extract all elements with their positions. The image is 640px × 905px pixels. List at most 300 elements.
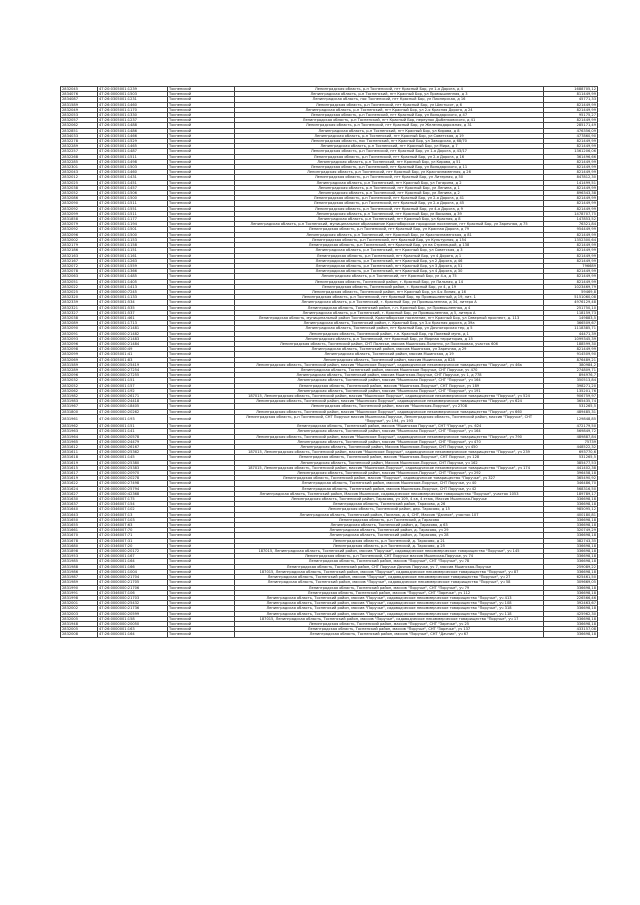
district-cell: Тосненский bbox=[168, 512, 235, 517]
cadastral-number-cell: 47:26:0305001:1460 bbox=[98, 170, 168, 175]
address-cell: Ленинградская область, Тосненский район, пгт Красный Бор, ул Дачногорская тер, д 5 bbox=[235, 326, 544, 331]
value-cell: 489887,84 bbox=[544, 434, 598, 439]
cadastral-number-cell: 47:26:0305001:1158 bbox=[98, 243, 168, 248]
district-cell: Тосненский bbox=[168, 185, 235, 190]
value-cell: 346486,70 bbox=[544, 481, 598, 486]
value-cell: 821449,99 bbox=[544, 118, 598, 123]
cadastral-number-cell: 47:26:0000000:49 bbox=[98, 347, 168, 352]
district-cell: Тосненский bbox=[168, 154, 235, 159]
cadastral-number-cell: 47:26:0000001:167 bbox=[98, 554, 168, 559]
address-cell: Ленинградская область, р-н Тосненский, пгт Красный Бор, ул Гагарина, д 2 bbox=[235, 180, 544, 185]
value-cell: 821449,99 bbox=[544, 232, 598, 237]
address-cell: Ленинградская область, Тосненский район, массив "Поручье", СНТ "Заречье", уч 112 bbox=[235, 590, 544, 595]
cadastral-number-cell: 47:26:0305001:1465 bbox=[98, 144, 168, 149]
value-cell: 821449,99 bbox=[544, 279, 598, 284]
address-cell: Ленинградская область, Тосненский район, массив "Мшинское Поручье", садоводческое некоммерческое товарищество "Поручье", уч 660 bbox=[235, 409, 544, 414]
cadastral-number-cell: 47:26:0000000:21484 bbox=[98, 341, 168, 346]
district-cell: Тосненский bbox=[168, 367, 235, 372]
value-cell: 821449,99 bbox=[544, 139, 598, 144]
cadastral-number-cell: 47:26:0305001:1405 bbox=[98, 279, 168, 284]
object-id-cell: 2832179 bbox=[61, 243, 98, 248]
cadastral-number-cell: 47:26:0305001:1500 bbox=[98, 196, 168, 201]
cadastral-number-cell: 47:26:0305001:1500 bbox=[98, 232, 168, 237]
value-cell: 433157,08 bbox=[544, 627, 598, 632]
value-cell: 906759,97 bbox=[544, 393, 598, 398]
value-cell: 1688705,12 bbox=[544, 87, 598, 92]
address-cell: Ленинградская область, Тосненский район, Массив Мшинское-Поручье, СНТ Поручье, уч 162 bbox=[235, 460, 544, 465]
district-cell: Тосненский bbox=[168, 196, 235, 201]
value-cell: 954449,99 bbox=[544, 227, 598, 232]
district-cell: Тосненский bbox=[168, 165, 235, 170]
value-cell: 821449,99 bbox=[544, 185, 598, 190]
object-id-cell: 2832032 bbox=[61, 378, 98, 383]
value-cell: 259089,22 bbox=[544, 564, 598, 569]
value-cell: 811449,99 bbox=[544, 92, 598, 97]
district-cell: Тосненский bbox=[168, 409, 235, 414]
value-cell: 821449,99 bbox=[544, 243, 598, 248]
value-cell: 226566,46 bbox=[544, 595, 598, 600]
cadastral-number-cell: 47:26:0000000:7245 bbox=[98, 289, 168, 294]
cadastral-number-cell: 47:26:0000000:27255 bbox=[98, 373, 168, 378]
district-cell: Тосненский bbox=[168, 523, 235, 528]
cadastral-number-cell: 47:26:0000001:151 bbox=[98, 378, 168, 383]
object-id-cell: 2831991 bbox=[61, 590, 98, 595]
object-id-cell: 2832257 bbox=[61, 149, 98, 154]
cadastral-number-cell: 47:26:0305001:1231 bbox=[98, 97, 168, 102]
cadastral-number-cell: 47:26:0000000:21736 bbox=[98, 606, 168, 611]
table-row bbox=[61, 414, 598, 423]
object-id-cell: 2832327 bbox=[61, 310, 98, 315]
object-id-cell: 2832090 bbox=[61, 201, 98, 206]
object-id-cell: 2831948 bbox=[61, 621, 98, 626]
cadastral-number-cell: 47:26:0000001:163 bbox=[98, 627, 168, 632]
district-cell: Тосненский bbox=[168, 538, 235, 543]
district-cell: Тосненский bbox=[168, 159, 235, 164]
object-id-cell: 2832099 bbox=[61, 352, 98, 357]
cadastral-number-cell: 47:26:0305001:1529 bbox=[98, 139, 168, 144]
object-id-cell: 2831617 bbox=[61, 471, 98, 476]
cadastral-number-cell: 47:26:0000000:20050 bbox=[98, 621, 168, 626]
cadastral-number-cell: 47:26:0000000:24418 bbox=[98, 399, 168, 404]
cadastral-number-cell: 47:20:0346007:103 bbox=[98, 517, 168, 522]
district-cell: Тосненский bbox=[168, 373, 235, 378]
address-cell: Ленинградская область, р-н Тосненский, пгт Красный Бор, ул 4-я, д 75 bbox=[235, 274, 544, 279]
value-cell: 821449,99 bbox=[544, 347, 598, 352]
value-cell: 336698,18 bbox=[544, 517, 598, 522]
address-cell: Ленинградская область, Тосненский район, массив "Поручье", садоводческое некоммерческое товарищество "Поручье", уч 318 bbox=[235, 606, 544, 611]
value-cell: 336698,18 bbox=[544, 554, 598, 559]
value-cell: 1478707,75 bbox=[544, 211, 598, 216]
cadastral-number-cell: 47:26:0000001:193 bbox=[98, 414, 168, 423]
cadastral-number-cell: 47:26:0305001:1506 bbox=[98, 191, 168, 196]
value-cell: 95175,27 bbox=[544, 113, 598, 118]
cadastral-number-cell: 47:26:0305001:1511 bbox=[98, 211, 168, 216]
cadastral-number-cell: 47:26:0000000:21703 bbox=[98, 595, 168, 600]
value-cell: 336698,18 bbox=[544, 632, 598, 637]
district-cell: Тосненский bbox=[168, 517, 235, 522]
district-cell: Тосненский bbox=[168, 465, 235, 470]
cadastral-number-cell: 47:26:0000000:18405 bbox=[98, 404, 168, 409]
district-cell: Тосненский bbox=[168, 180, 235, 185]
address-cell: Ленинградская область, Тосненский район, Массив Мшинское, садоводческое некоммерческое товарищество "Поручье", участок 1053 bbox=[235, 491, 544, 496]
object-id-cell: 2832062 bbox=[61, 388, 98, 393]
district-cell: Тосненский bbox=[168, 606, 235, 611]
district-cell: Тосненский bbox=[168, 601, 235, 606]
value-cell: 336698,18 bbox=[544, 533, 598, 538]
cadastral-number-cell: 47:26:0000000:26171 bbox=[98, 393, 168, 398]
address-cell: Ленинградская область, Тосненский район, массив "Поручье", СНТ "Дачник", уч 67 bbox=[235, 632, 544, 637]
address-cell: Ленинградская область, Тосненский район, массив Мшинская, д 828 bbox=[235, 357, 544, 362]
district-cell: Тосненский bbox=[168, 429, 235, 434]
value-cell: 693770,6 bbox=[544, 450, 598, 455]
value-cell: 821449,99 bbox=[544, 196, 598, 201]
cadastral-number-cell: 47:26:0305001:1451 bbox=[98, 180, 168, 185]
cadastral-number-cell: 47:26:0305001:461 bbox=[98, 315, 168, 320]
address-cell: Ленинградская область, пос Тосненский, пгт Красный Бор, ул Заводская, д 68/70 bbox=[235, 139, 544, 144]
value-cell: 392463,67 bbox=[544, 601, 598, 606]
object-id-cell: 2832022 bbox=[61, 284, 98, 289]
district-cell: Тосненский bbox=[168, 528, 235, 533]
cadastral-number-cell: 47:26:0000000:21481 bbox=[98, 326, 168, 331]
value-cell: 400180,81 bbox=[544, 512, 598, 517]
district-cell: Тосненский bbox=[168, 139, 235, 144]
object-id-cell: 2831619 bbox=[61, 476, 98, 481]
district-cell: Тосненский bbox=[168, 399, 235, 404]
district-cell: Тосненский bbox=[168, 310, 235, 315]
district-cell: Тосненский bbox=[168, 388, 235, 393]
district-cell: Тосненский bbox=[168, 627, 235, 632]
district-cell: Тосненский bbox=[168, 326, 235, 331]
value-cell: 336698,18 bbox=[544, 502, 598, 507]
cadastral-number-cell: 47:20:0305001:1239 bbox=[98, 87, 168, 92]
cadastral-number-cell: 47:26:0000001:157 bbox=[98, 383, 168, 388]
district-cell: Тосненский bbox=[168, 118, 235, 123]
district-cell: Тосненский bbox=[168, 424, 235, 429]
district-cell: Тосненский bbox=[168, 455, 235, 460]
object-id-cell: 2831800 bbox=[61, 409, 98, 414]
value-cell: 821449,99 bbox=[544, 274, 598, 279]
object-id-cell: 2831987 bbox=[61, 575, 98, 580]
object-id-cell: 2832096 bbox=[61, 341, 98, 346]
object-id-cell: 2831640 bbox=[61, 507, 98, 512]
object-id-cell: 2831619 bbox=[61, 460, 98, 465]
address-cell: Ленинградская область, р-н Тосненский, пгт Красный Бор, ул Володарского, д 47 bbox=[235, 113, 544, 118]
object-id-cell: 2832038 bbox=[61, 315, 98, 320]
value-cell: 625461,50 bbox=[544, 575, 598, 580]
value-cell: 441402,38 bbox=[544, 465, 598, 470]
district-cell: Тосненский bbox=[168, 243, 235, 248]
cadastral-number-cell: 47:26:0305001:1153 bbox=[98, 237, 168, 242]
address-cell: Ленинградская область, Тосненский район, массив "Мшинская-Поручье", уч 2708 bbox=[235, 404, 544, 409]
district-cell: Тосненский bbox=[168, 497, 235, 502]
cadastral-number-cell: 47:26:0305001:1460 bbox=[98, 102, 168, 107]
district-cell: Тосненский bbox=[168, 590, 235, 595]
object-id-cell: 2831618 bbox=[61, 455, 98, 460]
object-id-cell: 2831655 bbox=[61, 523, 98, 528]
object-id-cell: 2831624 bbox=[61, 486, 98, 491]
object-id-cell: 2831627 bbox=[61, 491, 98, 496]
cadastral-number-cell: 47:26:0000000:20578 bbox=[98, 434, 168, 439]
district-cell: Тосненский bbox=[168, 611, 235, 616]
cadastral-number-cell: 47:26:0000000:24479 bbox=[98, 439, 168, 444]
value-cell: 129848,85 bbox=[544, 414, 598, 423]
district-cell: Тосненский bbox=[168, 300, 235, 305]
address-cell: Ленинградская область, р-н Тосненский, д. Тарасово, д 21 bbox=[235, 538, 544, 543]
address-cell: Ленинградская область, Тосненский район, массив "Поручье", садоводческое некоммерческое товарищество "Поручье", уч 27 bbox=[235, 575, 544, 580]
address-cell: Ленинградская область, р-н Тосненский, пгт Красный Бор, ул 4 Дорога, д 30 bbox=[235, 269, 544, 274]
district-cell: Тосненский bbox=[168, 315, 235, 320]
value-cell: 118159,73 bbox=[544, 310, 598, 315]
value-cell: 336698,18 bbox=[544, 616, 598, 621]
address-cell: Ленинградская область, р-н Тосненский, пгт Красный Бор, пр Промышленный, д 19, лит. 1 bbox=[235, 295, 544, 300]
address-cell: Ленинградская область, Тосненский район, массив Мшинская, ул Заречная, д 29 bbox=[235, 347, 544, 352]
value-cell: 380984,2 bbox=[544, 362, 598, 367]
cadastral-number-cell: 47:26:0305001:1485 bbox=[98, 274, 168, 279]
district-cell: Тосненский bbox=[168, 263, 235, 268]
object-id-cell: 2832092 bbox=[61, 206, 98, 211]
district-cell: Тосненский bbox=[168, 357, 235, 362]
object-id-cell: 2832301 bbox=[61, 165, 98, 170]
object-id-cell: 2831988 bbox=[61, 564, 98, 569]
object-id-cell: 2832005 bbox=[61, 616, 98, 621]
cadastral-number-cell: 47:26:0305001:1466 bbox=[98, 133, 168, 138]
cadastral-number-cell: 47:26:0305001:1413 bbox=[98, 284, 168, 289]
value-cell: 896343,38 bbox=[544, 191, 598, 196]
value-cell: 821449,99 bbox=[544, 258, 598, 263]
cadastral-number-cell: 47:26:0305001:1457 bbox=[98, 185, 168, 190]
address-cell: Ленинградская область, р-н Тосненский, муниципальное образование Красноборское городское поселение, пгт Красный Бор, ул Заречная, д 75 bbox=[235, 222, 544, 227]
address-cell: Ленинградская область, Тосненский район, массив "Поручье", садоводческое некоммерческое товарищество "Поручье", уч 413 bbox=[235, 595, 544, 600]
address-cell: Ленинградская область, р-н Тосненский, пгт Красный Бор, ул Кирова, д 51 bbox=[235, 159, 544, 164]
cadastral-number-cell: 47:26:0305001:1237 bbox=[98, 118, 168, 123]
address-cell: Ленинградская область, Тосненский район, массив "Поручье", СНТ "Поручье", уч 79 bbox=[235, 585, 544, 590]
address-cell: Ленинградская область, р-н Тосненский, пгт Красный Бор, ул на Стрелецкой, д 138 bbox=[235, 243, 544, 248]
district-cell: Тосненский bbox=[168, 378, 235, 383]
cadastral-number-cell: 47:26:0305001:1511 bbox=[98, 154, 168, 159]
address-cell: Ленинградская область, Тосненский район, массив "Поручье", СНТ "Поручье", уч 78 bbox=[235, 559, 544, 564]
district-cell: Тосненский bbox=[168, 133, 235, 138]
district-cell: Тосненский bbox=[168, 206, 235, 211]
cadastral-number-cell: 47:26:0000001:145 bbox=[98, 455, 168, 460]
object-id-cell: 2831989 bbox=[61, 580, 98, 585]
object-id-cell: 2832086 bbox=[61, 196, 98, 201]
cadastral-number-cell: 47:26:0000000:20970 bbox=[98, 471, 168, 476]
object-id-cell: 2831637 bbox=[61, 502, 98, 507]
object-id-cell: 2832851 bbox=[61, 128, 98, 133]
value-cell: 568316,50 bbox=[544, 486, 598, 491]
cadastral-number-cell: 47:26:0000000:20172 bbox=[98, 549, 168, 554]
address-cell: Ленинградская область, р-н Тосненский, пгт Красный Бор, ул Краснознаменская, д 81 bbox=[235, 232, 544, 237]
district-cell: Тосненский bbox=[168, 621, 235, 626]
value-cell: 285171,49 bbox=[544, 123, 598, 128]
address-cell: Ленинградская область, р-н Тосненский, пгт Красный Бор, ул 2-я Дорога, д 41 bbox=[235, 196, 544, 201]
cadastral-number-cell: 47:26:0000000:26167 bbox=[98, 445, 168, 450]
object-id-cell: 2832278 bbox=[61, 139, 98, 144]
district-cell: Тосненский bbox=[168, 502, 235, 507]
district-cell: Тосненский bbox=[168, 616, 235, 621]
object-id-cell: 2831622 bbox=[61, 481, 98, 486]
cadastral-number-cell: 47:26:0346007:31 bbox=[98, 538, 168, 543]
object-id-cell: 2831998 bbox=[61, 595, 98, 600]
address-cell: Ленинградская область, муниципальный район Тосненский, Красноборское поселение, пгт Красный Бор, ул Северный проспект, д. 113 bbox=[235, 315, 544, 320]
value-cell: 1352300,64 bbox=[544, 237, 598, 242]
object-id-cell: 2831986 bbox=[61, 569, 98, 574]
value-cell: 336698,18 bbox=[544, 523, 598, 528]
object-id-cell: 2831990 bbox=[61, 585, 98, 590]
district-cell: Тосненский bbox=[168, 336, 235, 341]
object-id-cell: 2832289 bbox=[61, 367, 98, 372]
cadastral-number-cell: 47:26:0000001:1503 bbox=[98, 92, 168, 97]
address-cell: Ленинградская область, р-н Тосненский, пгт Красный Бор, ул 1-я Дорога, д 43/17 bbox=[235, 149, 544, 154]
address-cell: Ленинградская область, Тосненский район, массив "Поручье", садоводческое некоммерческое товарищество "Поручье", уч 58 bbox=[235, 580, 544, 585]
district-cell: Тосненский bbox=[168, 274, 235, 279]
value-cell: 569849,72 bbox=[544, 429, 598, 434]
object-id-cell: 2832045 bbox=[61, 87, 98, 92]
object-id-cell: 2832057 bbox=[61, 118, 98, 123]
object-id-cell: 2832052 bbox=[61, 191, 98, 196]
value-cell: 336698,18 bbox=[544, 606, 598, 611]
district-cell: Тосненский bbox=[168, 569, 235, 574]
district-cell: Тосненский bbox=[168, 232, 235, 237]
address-cell: Ленинградская область, р-н Тосненский, г. Красный Бор, ул Промышленная, д 5, литера А bbox=[235, 310, 544, 315]
value-cell: 59469,8 bbox=[544, 289, 598, 294]
object-id-cell: 2831678 bbox=[61, 538, 98, 543]
value-cell: 147853,52 bbox=[544, 217, 598, 222]
value-cell: 821449,99 bbox=[544, 102, 598, 107]
value-cell: 531265,5 bbox=[544, 404, 598, 409]
object-id-cell: 2832012 bbox=[61, 175, 98, 180]
value-cell: 985095,12 bbox=[544, 507, 598, 512]
cadastral-number-cell: 47:26:0305001:1170 bbox=[98, 107, 168, 112]
value-cell: 821449,99 bbox=[544, 165, 598, 170]
address-cell: Ленинградская область, пос Тосненский, пгт Красный Бор, ул Пионерская, д 16 bbox=[235, 97, 544, 102]
district-cell: Тосненский bbox=[168, 248, 235, 253]
value-cell: 336698,18 bbox=[544, 585, 598, 590]
district-cell: Тосненский bbox=[168, 331, 235, 336]
address-cell: Ленинградская область, Тосненский район, г.п. Красный Бор, ул Промышленная, д 4 bbox=[235, 305, 544, 310]
district-cell: Тосненский bbox=[168, 123, 235, 128]
object-id-cell: 2832093 bbox=[61, 336, 98, 341]
object-id-cell: 2832069 bbox=[61, 357, 98, 362]
address-cell: Ленинградская область, Тосненский район, г. Красный Бор, ул 4, д 19 bbox=[235, 284, 544, 289]
object-id-cell: 2831612 bbox=[61, 445, 98, 450]
object-id-cell: 2831962 bbox=[61, 424, 98, 429]
district-cell: Тосненский bbox=[168, 201, 235, 206]
value-cell: 821449,99 bbox=[544, 170, 598, 175]
object-id-cell: 2832005 bbox=[61, 627, 98, 632]
address-cell: Ленинградская область, р-н Тосненский, СНТ Поручье массив Мшинская-Поручье, Ленинградская область, Тосненский район, массив "Поручье", СНТ "Поручье", уч 194, уч 193 bbox=[235, 414, 544, 423]
district-cell: Тосненский bbox=[168, 258, 235, 263]
district-cell: Тосненский bbox=[168, 460, 235, 465]
district-cell: Тосненский bbox=[168, 585, 235, 590]
cadastral-number-cell: 47:26:0000001:164 bbox=[98, 632, 168, 637]
value-cell: 382743,35 bbox=[544, 538, 598, 543]
address-cell: Ленинградская область, р-н Тосненский, пгт Красный Бор, ул Краснознаменная, д 26 bbox=[235, 170, 544, 175]
address-cell: Ленинградская область, р-н Тосненский, пгт Красный Бор, ул Железнодорожная, д 31 bbox=[235, 123, 544, 128]
value-cell: 365490,92 bbox=[544, 476, 598, 481]
value-cell: 821449,99 bbox=[544, 107, 598, 112]
value-cell: 821449,99 bbox=[544, 144, 598, 149]
address-cell: Ленинградская область, Тосненский район, массив "Мшинская Поручье", СНТ "Поручье", уч. 624 bbox=[235, 424, 544, 429]
cadastral-number-cell: 47:26:0000001:141 bbox=[98, 429, 168, 434]
address-cell: Ленинградская область, р-н Тосненский, пгт Красный Бор, ул Промышленная, д 3 bbox=[235, 92, 544, 97]
object-id-cell: 2831615 bbox=[61, 465, 98, 470]
value-cell: 425962,30 bbox=[544, 611, 598, 616]
cadastral-number-cell: 47:20:0346007:13 bbox=[98, 512, 168, 517]
value-cell: 4976129,48 bbox=[544, 300, 598, 305]
cadastral-number-cell: 47:26:0305001:1511 bbox=[98, 201, 168, 206]
address-cell: 187015, Ленинградская область, Тосненский район, массив "Мшинское Поручье", садоводческое некоммерческое товарищество "Поручье", уч 524 bbox=[235, 393, 544, 398]
value-cell: 366509,67 bbox=[544, 321, 598, 326]
district-cell: Тосненский bbox=[168, 305, 235, 310]
address-cell: Ленинградская область, Тосненский район, д. Тарасово, уч 28 bbox=[235, 533, 544, 538]
address-cell: 187015, Ленинградская область, Тосненский район, массив "Мшинское Поручье", садоводческое некоммерческое товарищество "Поручье", уч 239 bbox=[235, 450, 544, 455]
district-cell: Тосненский bbox=[168, 217, 235, 222]
value-cell: 847812,30 bbox=[544, 175, 598, 180]
district-cell: Тосненский bbox=[168, 554, 235, 559]
cadastral-number-cell: 47:26:0000001:192 bbox=[98, 388, 168, 393]
address-cell: Ленинградская область, р-н Тосненский, пгт Красный Бор, переулок Дыбенковского, д 41 bbox=[235, 118, 544, 123]
value-cell: 821449,99 bbox=[544, 253, 598, 258]
object-id-cell: 2832049 bbox=[61, 107, 98, 112]
address-cell: Ленинградская область, Тосненский район, д. Тарасово, уч 29 bbox=[235, 528, 544, 533]
district-cell: Тосненский bbox=[168, 486, 235, 491]
district-cell: Тосненский bbox=[168, 543, 235, 548]
district-cell: Тосненский bbox=[168, 113, 235, 118]
address-cell: Ленинградская область, Тосненский район, массив "Поручье", садоводческое некоммерческое товарищество "Поручье", уч 108 bbox=[235, 601, 544, 606]
object-id-cell: 2831589 bbox=[61, 102, 98, 107]
cadastral-number-cell: 47:26:0305001:1559 bbox=[98, 263, 168, 268]
district-cell: Тосненский bbox=[168, 352, 235, 357]
address-cell: Ленинградская область, Тосненский район, массив "Мшинская Поручье", садоводческое некоммерческое товарищество "Поручье", уч 624 bbox=[235, 399, 544, 404]
object-id-cell: 2831967 bbox=[61, 404, 98, 409]
address-cell: Ленинградская область, Тосненский район, массив "Мшинское Поручье", СНТ "Поручье", уч 470 bbox=[235, 439, 544, 444]
cadastral-number-cell: 47:20:0346007:71 bbox=[98, 533, 168, 538]
object-id-cell: 2832163 bbox=[61, 253, 98, 258]
address-cell: Ленинградская область, Тосненский район, Поселок, д. 4, СНТ, Массив "Дачное", участок 107 bbox=[235, 512, 544, 517]
district-cell: Тосненский bbox=[168, 450, 235, 455]
object-id-cell: 2832063 bbox=[61, 274, 98, 279]
cadastral-number-cell: 47:26:0305001:535 bbox=[98, 305, 168, 310]
cadastral-number-cell: 47:20:0346007:175 bbox=[98, 497, 168, 502]
object-id-cell: 2834076 bbox=[61, 92, 98, 97]
cadastral-number-cell: 47:26:0000000:25419 bbox=[98, 362, 168, 367]
value-cell: 45771,33 bbox=[544, 97, 598, 102]
address-cell: Ленинградская область, Тосненский район, СНТ Поручье Дачник Поручье, уч 7, массив Мшинская-Поручье bbox=[235, 564, 544, 569]
value-cell: 336698,18 bbox=[544, 621, 598, 626]
cadastral-number-cell: 47:26:0305001:1366 bbox=[98, 269, 168, 274]
value-cell: 1118385,71 bbox=[544, 326, 598, 331]
cadastral-number-cell: 47:26:0305001:41 bbox=[98, 352, 168, 357]
value-cell: 821449,99 bbox=[544, 159, 598, 164]
value-cell: 1023469,79 bbox=[544, 284, 598, 289]
value-cell: 821449,99 bbox=[544, 206, 598, 211]
object-id-cell: 2832089 bbox=[61, 321, 98, 326]
cadastral-number-cell: 47:26:0000000:42368 bbox=[98, 491, 168, 496]
object-id-cell: 2831611 bbox=[61, 450, 98, 455]
district-cell: Тосненский bbox=[168, 476, 235, 481]
cadastral-number-cell: 47:26:0305001:83 bbox=[98, 357, 168, 362]
address-cell: Ленинградская область, Тосненский район, массив "Поручье", СНТ "Заречье", уч 137 bbox=[235, 627, 544, 632]
address-cell: Ленинградская область, р-н Тосненский, д Тарасово bbox=[235, 517, 544, 522]
value-cell: 5151060,08 bbox=[544, 295, 598, 300]
address-cell: Ленинградская область, р-н Тосненский, пгт Красный Бор, ул 4 Дорога, д 1 bbox=[235, 253, 544, 258]
address-cell: Ленинградская область, р-н Тосненский, пгт Красный Бор, ул 2-я Красная Дорога, д 24 bbox=[235, 107, 544, 112]
object-id-cell: 2832002 bbox=[61, 606, 98, 611]
address-cell: Ленинградская область, р-н Тосненский, пгт Красный Бор, ул 2-я Дорога, д 45 bbox=[235, 201, 544, 206]
district-cell: Тосненский bbox=[168, 211, 235, 216]
cadastral-number-cell: 47:26:0305001:1263 bbox=[98, 258, 168, 263]
